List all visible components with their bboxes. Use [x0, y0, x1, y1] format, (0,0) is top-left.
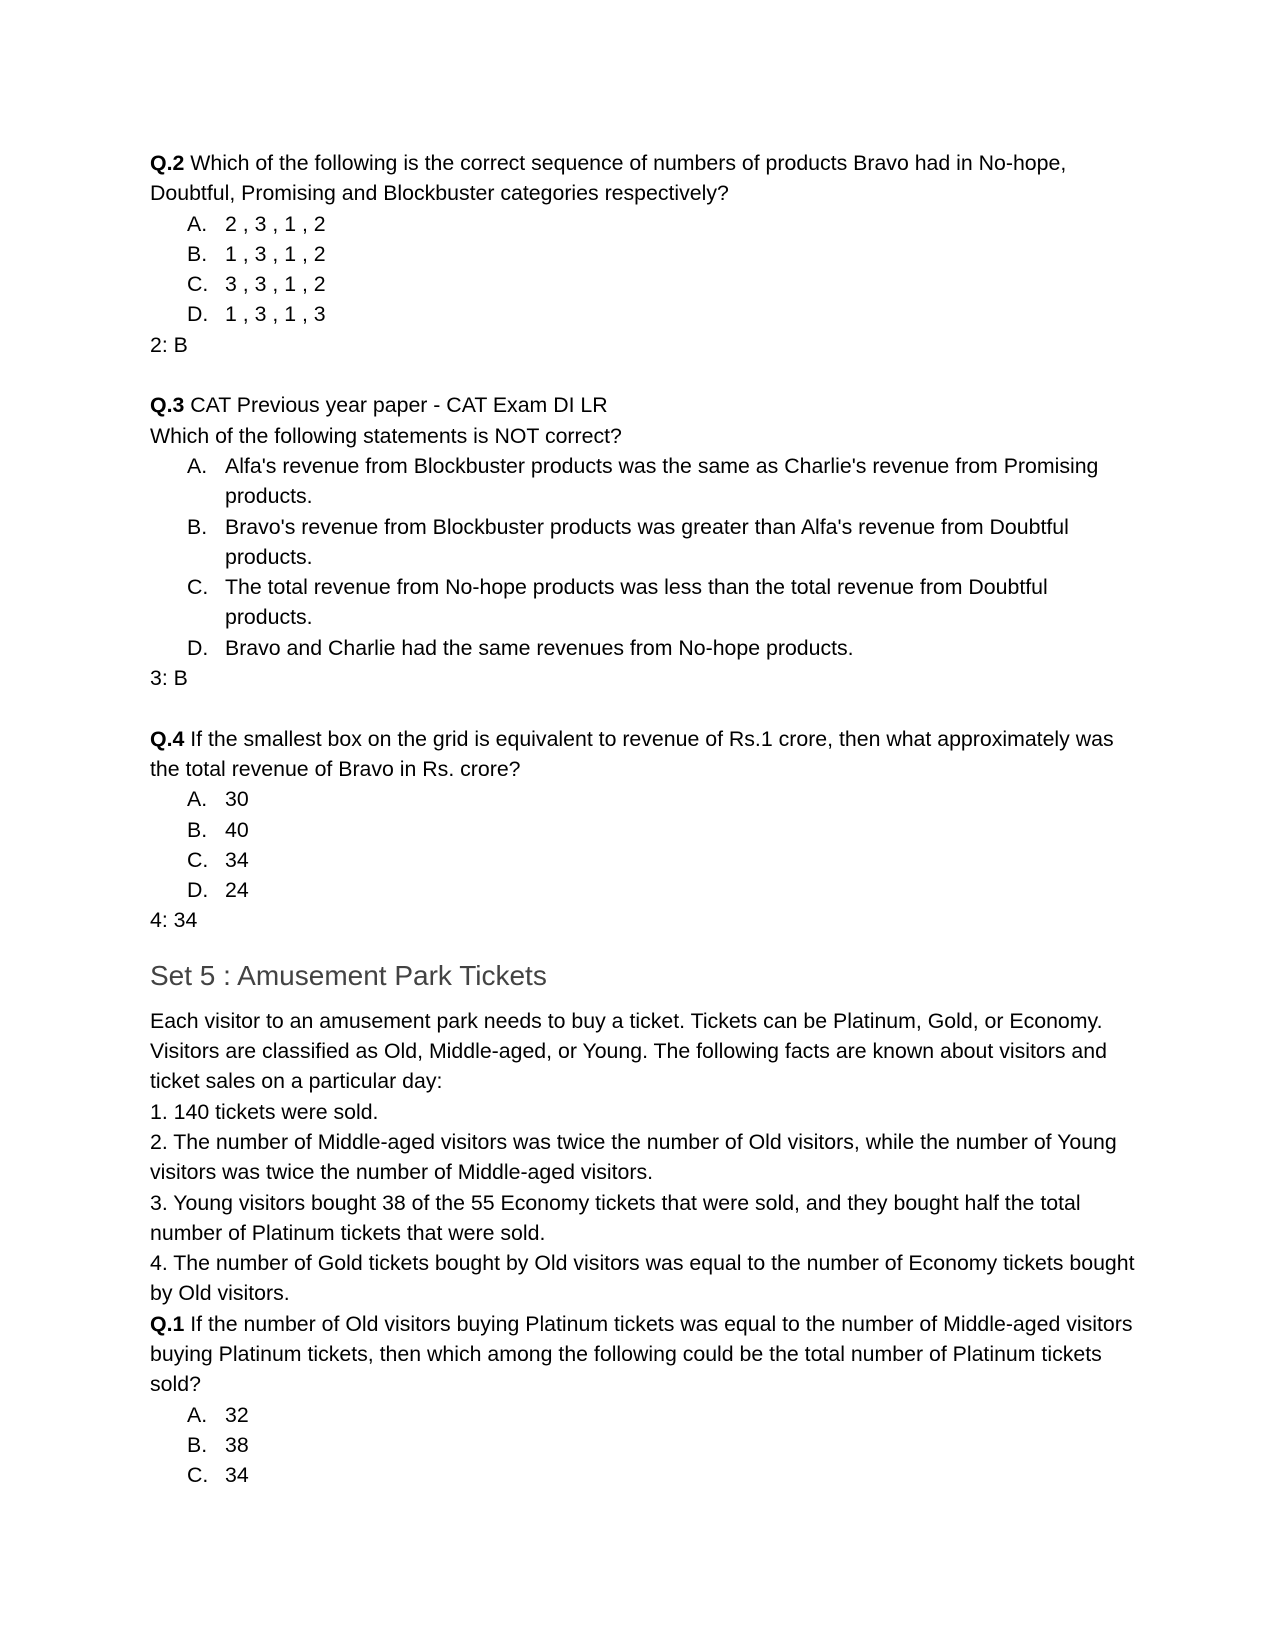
option-d: D. 1 , 3 , 1 , 3: [187, 302, 326, 327]
set-5-question-1-label: Q.1: [150, 1311, 185, 1336]
question-2-answer: 2: B: [150, 332, 188, 357]
set-5-body: [150, 1006, 1135, 1491]
option-b: B. 1 , 3 , 1 , 2: [187, 241, 326, 266]
question-3-options: [150, 451, 1135, 663]
question-3-text: Which of the following statements is NOT correct?: [150, 423, 622, 448]
section-heading: Set 5 : Amusement Park Tickets: [150, 959, 547, 991]
question-3-answer: 3: B: [150, 666, 188, 691]
question-3-source: CAT Previous year paper - CAT Exam DI LR: [190, 393, 608, 418]
option-d: D. Bravo and Charlie had the same revenues from No-hope products.: [187, 635, 854, 660]
option-b: B. 38: [187, 1432, 249, 1457]
question-4: [150, 724, 1135, 936]
question-3-header: [150, 390, 1135, 420]
question-2: [150, 148, 1135, 360]
question-4-label: Q.4: [150, 726, 185, 751]
option-c: C. 34: [187, 1463, 249, 1488]
fact-2: 2. The number of Middle-aged visitors was twice the number of Old visitors, while the number of Young visitors was twice the number of Middle-aged visitors.: [150, 1129, 1117, 1185]
option-b: B. 40: [187, 817, 249, 842]
option-c: C. 34: [187, 847, 249, 872]
question-2-label: Q.2: [150, 151, 185, 175]
question-4-text: Q.4 If the smallest box on the grid is equivalent to revenue of Rs.1 crore, then what approximately was the total revenue of Bravo in Rs. crore?: [150, 726, 1114, 781]
fact-1: 1. 140 tickets were sold.: [150, 1099, 379, 1124]
option-a: A. Alfa's revenue from Blockbuster products was the same as Charlie's revenue from Promising products.: [187, 453, 1099, 509]
option-a: A. 30: [187, 787, 249, 812]
question-4-options: [150, 784, 1135, 905]
set-5-question-1-text: Q.1 If the number of Old visitors buying Platinum tickets was equal to the number of Middle-aged visitors buying Platinum tickets, then which among the following could be the total number of Platinum tickets sold?: [150, 1311, 1133, 1397]
option-b: B. Bravo's revenue from Blockbuster products was greater than Alfa's revenue from Doubtful products.: [187, 514, 1069, 569]
question-4-answer: 4: 34: [150, 908, 198, 933]
option-c: C. The total revenue from No-hope products was less than the total revenue from Doubtful products.: [187, 575, 1048, 630]
set-5-intro: Each visitor to an amusement park needs to buy a ticket. Tickets can be Platinum, Gold, or Economy. Visitors are classified as Old, Middle-aged, or Young. The following facts are known about visitors and ticket sales on a particular day:: [150, 1008, 1107, 1094]
question-2-options: [150, 209, 1135, 330]
option-a: A. 32: [187, 1402, 249, 1427]
fact-3: 3. Young visitors bought 38 of the 55 Economy tickets that were sold, and they bought half the total number of Platinum tickets that were sold.: [150, 1190, 1081, 1245]
question-2-text: Q.2 Which of the following is the correct sequence of numbers of products Bravo had in No-hope, Doubtful, Promising and Blockbuster categories respectively?: [150, 151, 1067, 206]
set-5-question-1-options: [150, 1400, 1135, 1491]
fact-4: 4. The number of Gold tickets bought by Old visitors was equal to the number of Economy tickets bought by Old visitors.: [150, 1251, 1135, 1306]
document-page: [150, 148, 1135, 1490]
option-c: C. 3 , 3 , 1 , 2: [187, 272, 326, 297]
question-3-label: Q.3: [150, 393, 185, 418]
option-a: A. 2 , 3 , 1 , 2: [187, 211, 326, 236]
question-3: [150, 390, 1135, 693]
option-d: D. 24: [187, 878, 249, 903]
